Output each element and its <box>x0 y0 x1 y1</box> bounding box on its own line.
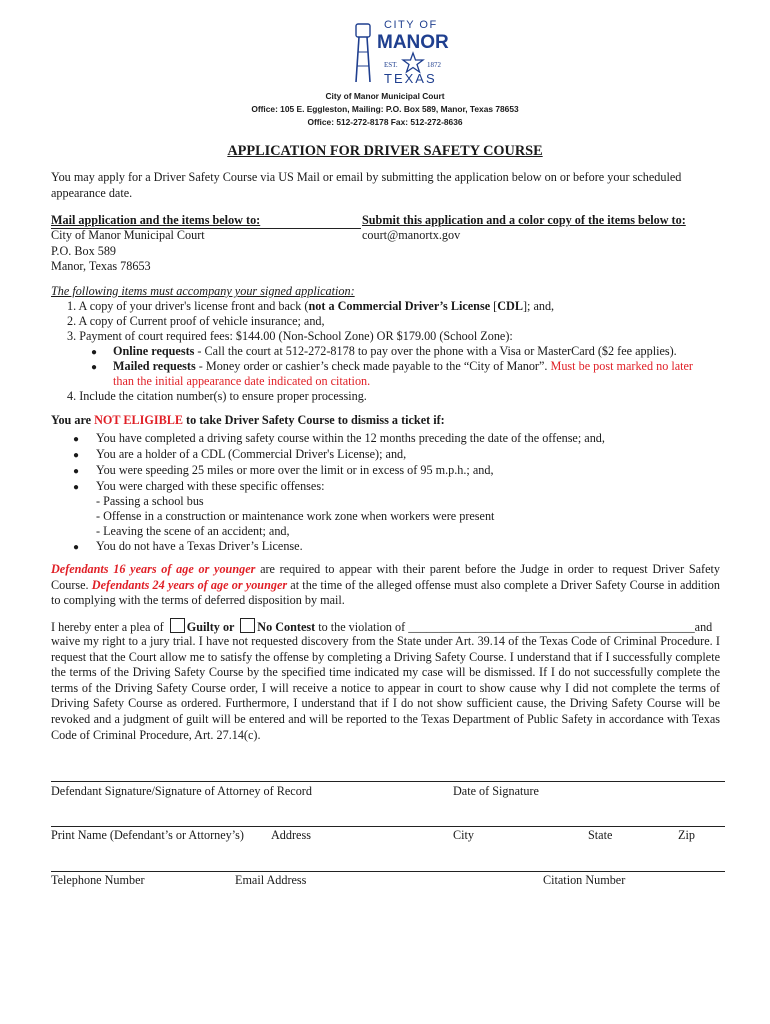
signature-line[interactable] <box>51 781 725 782</box>
mailed-requests: Mailed requests - Money order or cashier’s check made payable to the “City of Manor”. Must be post marked no later <box>113 359 693 373</box>
ineligible-item: You are a holder of a CDL (Commercial Driver's License); and, <box>96 447 407 461</box>
mail-address <box>51 228 205 275</box>
ineligible-item: You have completed a driving safety course within the 12 months preceding the date of the offense; and, <box>96 431 605 445</box>
items-heading: The following items must accompany your signed application: <box>51 284 355 298</box>
logo-est: EST. <box>384 61 398 69</box>
logo-city-of: CITY OF <box>384 19 438 31</box>
mailed-requests-deadline: than the initial appearance date indicated on citation. <box>113 374 371 388</box>
court-phone-fax: Office: 512-272-8178 Fax: 512-272-8636 <box>307 117 463 127</box>
violation-field[interactable]: _______________________________________________ <box>408 620 695 634</box>
offense-item: - Passing a school bus <box>96 494 204 508</box>
intro-text: You may apply for a Driver Safety Course via US Mail or email by submitting the application below on or before your scheduled appearance date. <box>51 170 682 200</box>
guilty-checkbox[interactable] <box>170 618 185 633</box>
court-email[interactable]: court@manortx.gov <box>362 228 461 242</box>
ineligible-item: You were speeding 25 miles or more over the limit or in excess of 95 m.p.h.; and, <box>96 463 494 477</box>
logo-texas: TEXAS <box>384 71 437 86</box>
citation-number-label: Citation Number <box>543 873 626 887</box>
item-3: 3. Payment of court required fees: $144.00 (Non-School Zone) OR $179.00 (School Zone): <box>67 329 513 343</box>
city-label: City <box>453 828 474 842</box>
item-1: 1. A copy of your driver's license front and back (not a Commercial Driver’s License [CDL]; and, <box>67 299 555 313</box>
offense-item: - Offense in a construction or maintenance work zone when workers were present <box>96 509 495 523</box>
bullet-icon: ● <box>73 450 80 461</box>
city-of-manor-logo <box>350 14 470 88</box>
logo-manor: MANOR <box>377 32 449 53</box>
no-contest-checkbox[interactable] <box>240 618 255 633</box>
plea-statement: waive my right to a jury trial. I have not requested discovery from the State under Art. 39.14 of the Texas Code of Criminal Procedure. I request that the Court allow me to satisfy the offense by completing a Driving Safety Course. I understand that if I successfully complete the terms of the Driving Safety Course by the specified time indicated my case will be dismissed. If I do not successfully complete the terms of the Driving Safety Course order, I will receive a notice to appear in court to show cause why I did not complete the terms of Driving Safety Course as ordered. Furthermore, I understand that if I do not show sufficient cause, the Driving Safety Course will be revoked and a judgment of guilt will be entered and will be reported to the Texas Department of Public Safety in accordance with Texas Code of Criminal Procedure, Art. 27.14(c). <box>51 634 720 742</box>
ineligible-item: You were charged with these specific offenses: <box>96 479 325 493</box>
age-requirements: Defendants 16 years of age or younger are required to appear with their parent before the Judge in order to request Driver Safety Course. Defendants 24 years of age or younger at the time of the alleged offense must also complete a Driver Safety Course in addition to complying with the terms of deferred disposition by mail. <box>51 562 720 608</box>
bullet-icon: ● <box>91 347 98 358</box>
bullet-icon: ● <box>73 434 80 445</box>
court-office-address: Office: 105 E. Eggleston, Mailing: P.O. Box 589, Manor, Texas 78653 <box>251 104 519 114</box>
online-requests: Online requests - Call the court at 512-272-8178 to pay over the phone with a Visa or MasterCard ($2 fee applies). <box>113 344 677 358</box>
court-name: City of Manor Municipal Court <box>325 91 445 101</box>
name-address-line[interactable] <box>51 826 725 827</box>
mail-address-line: Manor, Texas 78653 <box>51 259 151 274</box>
ineligible-item: You do not have a Texas Driver’s License. <box>96 539 303 553</box>
telephone-label: Telephone Number <box>51 873 145 887</box>
bullet-icon: ● <box>91 362 98 373</box>
item-4: 4. Include the citation number(s) to ensure proper processing. <box>67 389 367 403</box>
item-2: 2. A copy of Current proof of vehicle insurance; and, <box>67 314 325 328</box>
bullet-icon: ● <box>73 542 80 553</box>
court-header <box>0 90 770 129</box>
mail-heading: Mail application and the items below to: <box>51 213 261 227</box>
defendant-signature-label: Defendant Signature/Signature of Attorney of Record <box>51 784 312 798</box>
state-label: State <box>588 828 613 842</box>
offense-item: - Leaving the scene of an accident; and, <box>96 524 290 538</box>
page-title: APPLICATION FOR DRIVER SAFETY COURSE <box>227 143 543 159</box>
bullet-icon: ● <box>73 482 80 493</box>
print-name-label: Print Name (Defendant’s or Attorney’s) <box>51 828 244 842</box>
contact-line[interactable] <box>51 871 725 872</box>
mail-address-line: P.O. Box 589 <box>51 243 117 258</box>
email-label: Email Address <box>235 873 307 887</box>
zip-label: Zip <box>678 828 695 842</box>
email-heading: Submit this application and a color copy of the items below to: <box>362 213 686 227</box>
mail-address-line: City of Manor Municipal Court <box>51 228 205 242</box>
logo-year: 1872 <box>427 61 441 69</box>
address-label: Address <box>271 828 311 842</box>
bullet-icon: ● <box>73 466 80 477</box>
eligibility-heading: You are NOT ELIGIBLE to take Driver Safety Course to dismiss a ticket if: <box>51 413 445 427</box>
plea-line: I hereby enter a plea of Guilty or No Contest to the violation of _______________________________________________and <box>51 620 713 634</box>
date-of-signature-label: Date of Signature <box>453 784 539 798</box>
